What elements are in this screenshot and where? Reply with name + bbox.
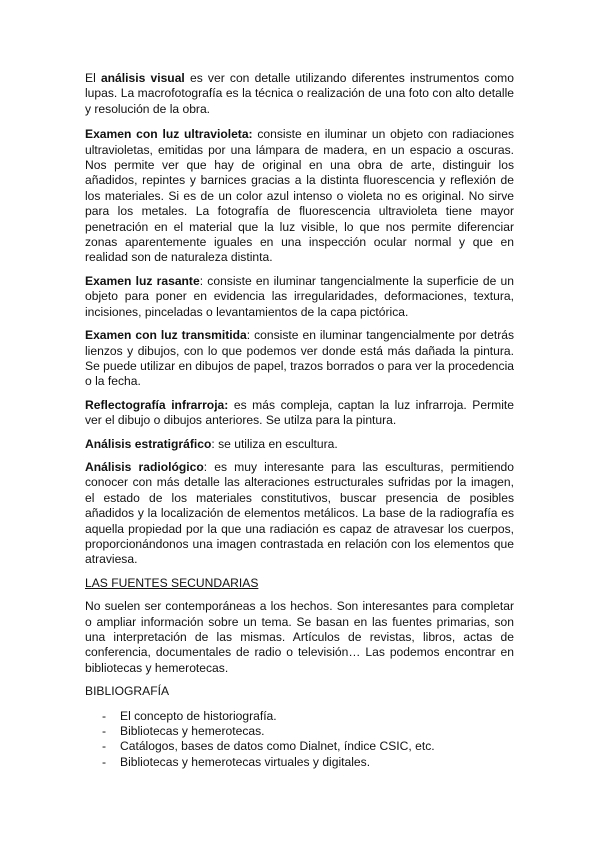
paragraph-analisis-visual xyxy=(85,71,514,117)
paragraph-luz-transmitida xyxy=(85,328,514,390)
bibliography-item: - Bibliotecas y hemerotecas. xyxy=(85,724,514,739)
paragraph-text: es ver con detalle utilizando diferentes instrumentos como lupas. La macrofotografía es la técnica o realización de una foto con alto detalle y resolución de la obra. xyxy=(85,71,514,116)
bibliography-item: - El concepto de historiografía. xyxy=(85,709,514,724)
paragraph-text: es más compleja, captan la luz infrarroja. Permite ver el dibujo o dibujos anteriores. Se utilza para la pintura. xyxy=(85,397,514,428)
paragraph-text: : consiste en iluminar tangencialmente la superficie de un objeto para poner en evidencia las irregularidades, deformaciones, textura, incisiones, pinceladas o levantamientos de la capa pictórica. xyxy=(85,273,514,319)
section-heading-bibliografia: BIBLIOGRAFÍA xyxy=(85,684,170,699)
paragraph-radiologico xyxy=(85,460,514,568)
term-luz-rasante: Examen luz rasante xyxy=(85,273,200,288)
paragraph-text: : consiste en iluminar tangencialmente por detrás lienzos y dibujos, con lo que podemos ver donde está más dañada la pintura. Se puede utilizar en dibujos de papel, trazos borrados o para ver la procedencia o la fecha. xyxy=(85,328,514,389)
paragraph-luz-rasante xyxy=(85,274,514,320)
term-luz-transmitida: Examen con luz transmitida xyxy=(85,328,247,343)
paragraph-luz-ultravioleta xyxy=(85,127,514,266)
paragraph-reflectografia xyxy=(85,398,514,429)
term-reflectografia: Reflectografía infrarroja: xyxy=(85,397,229,412)
bibliography-item: - Catálogos, bases de datos como Dialnet, índice CSIC, etc. xyxy=(85,739,514,754)
term-radiologico: Análisis radiológico xyxy=(85,459,204,474)
bibliography-item: - Bibliotecas y hemerotecas virtuales y digitales. xyxy=(85,755,514,770)
bibliography-list xyxy=(85,709,514,771)
paragraph-text: : se utiliza en escultura. xyxy=(211,436,338,451)
term-analisis-visual: análisis visual xyxy=(100,71,185,85)
term-luz-ultravioleta: Examen con luz ultravioleta: xyxy=(85,127,253,142)
paragraph-lead: El xyxy=(85,71,101,85)
document-body xyxy=(85,71,514,770)
term-estratigrafico: Análisis estratigráfico xyxy=(85,436,212,451)
paragraph-estratigrafico xyxy=(85,437,514,452)
paragraph-fuentes-secundarias: No suelen ser contemporáneas a los hechos. Son interesantes para completar o ampliar información sobre un tema. Se basan en las fuentes primarias, son una interpretación de las mismas. Artículos de revistas, libros, actas de conferencia, documentales de radio o televisión… Las podemos encontrar en bibliotecas y hemerotecas. xyxy=(85,599,514,675)
paragraph-text: consiste en iluminar un objeto con radiaciones ultravioletas, emitidas por una lámpara de madera, en un espacio a oscuras. Nos permite ver que hay de original en una obra de arte, distinguir los añadidos, repintes y barnices gracias a la distinta fluorescencia y reflexión de los materiales. Si es de un color azul intenso o violeta no es original. No sirve para los metales. La fotografía de fluorescencia ultravioleta tiene mayor penetración en el material que la luz visible, lo que nos permite diferenciar zonas aparentemente iguales en una inspección ocular normal y que en realidad son de naturaleza distinta. xyxy=(85,127,514,265)
paragraph-text: : es muy interesante para las esculturas, permitiendo conocer con más detalle las alteraciones estructurales sufridas por la imagen, el estado de los materiales constitutivos, buscar presencia de posibles añadidos y la localización de elementos metálicos. La base de la radiografía es aquella propiedad por la que una radiación es capaz de atravesar los cuerpos, proporcionándonos una imagen contrastada en relación con los elementos que atraviesa. xyxy=(85,459,514,567)
section-heading-fuentes-secundarias: LAS FUENTES SECUNDARIAS xyxy=(85,575,259,590)
